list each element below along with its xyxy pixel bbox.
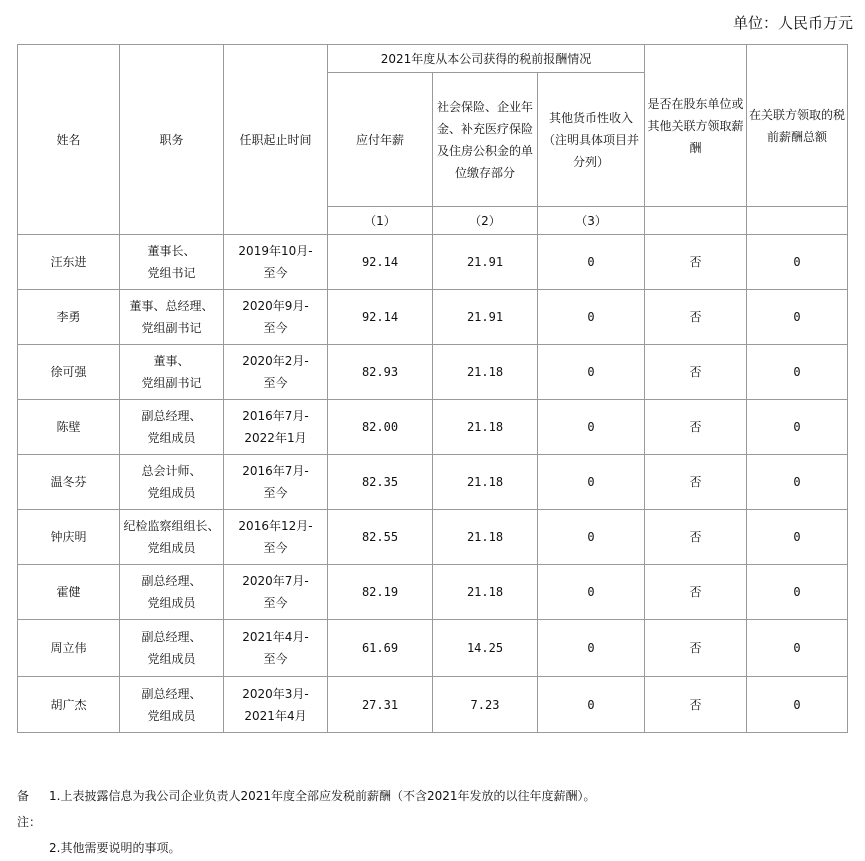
cell-term: 2020年7月- 至今 bbox=[224, 565, 328, 620]
cell-term: 2016年7月- 至今 bbox=[224, 455, 328, 510]
cell-salary: 82.35 bbox=[328, 455, 433, 510]
cell-other: 0 bbox=[538, 565, 645, 620]
cell-salary: 82.00 bbox=[328, 400, 433, 455]
cell-term: 2016年7月- 2022年1月 bbox=[224, 400, 328, 455]
cell-position: 副总经理、 党组成员 bbox=[120, 400, 224, 455]
cell-related-total: 0 bbox=[747, 345, 848, 400]
index-2: （2） bbox=[433, 207, 538, 235]
cell-related: 否 bbox=[645, 455, 747, 510]
cell-name: 钟庆明 bbox=[18, 510, 120, 565]
table-row bbox=[18, 455, 848, 510]
cell-term: 2016年12月- 至今 bbox=[224, 510, 328, 565]
header-other: 其他货币性收入 （注明具体项目并 分列） bbox=[538, 73, 645, 207]
cell-salary: 27.31 bbox=[328, 677, 433, 733]
cell-name: 徐可强 bbox=[18, 345, 120, 400]
cell-salary: 92.14 bbox=[328, 290, 433, 345]
index-empty-1 bbox=[645, 207, 747, 235]
cell-name: 汪东进 bbox=[18, 235, 120, 290]
table-row bbox=[18, 235, 848, 290]
index-3: （3） bbox=[538, 207, 645, 235]
note-line-2: 2.其他需要说明的事项。 bbox=[49, 841, 181, 855]
index-empty-2 bbox=[747, 207, 848, 235]
cell-related-total: 0 bbox=[747, 677, 848, 733]
table-row bbox=[18, 400, 848, 455]
cell-other: 0 bbox=[538, 677, 645, 733]
unit-label: 单位：人民币万元 bbox=[732, 14, 853, 32]
header-salary: 应付年薪 bbox=[328, 73, 433, 207]
cell-related-total: 0 bbox=[747, 565, 848, 620]
table-row bbox=[18, 510, 848, 565]
table-row bbox=[18, 345, 848, 400]
cell-related-total: 0 bbox=[747, 455, 848, 510]
cell-related: 否 bbox=[645, 510, 747, 565]
cell-related-total: 0 bbox=[747, 620, 848, 677]
cell-salary: 82.19 bbox=[328, 565, 433, 620]
header-position: 职务 bbox=[120, 45, 224, 235]
cell-social: 21.18 bbox=[433, 565, 538, 620]
note-line-1: 1.上表披露信息为我公司企业负责人2021年度全部应发税前薪酬（不含2021年发放的以往年度薪酬）。 bbox=[49, 789, 596, 803]
cell-name: 陈壁 bbox=[18, 400, 120, 455]
cell-position: 副总经理、 党组成员 bbox=[120, 620, 224, 677]
header-social: 社会保险、企业年 金、补充医疗保险 及住房公积金的单 位缴存部分 bbox=[433, 73, 538, 207]
cell-related: 否 bbox=[645, 677, 747, 733]
cell-position: 董事、总经理、 党组副书记 bbox=[120, 290, 224, 345]
cell-social: 14.25 bbox=[433, 620, 538, 677]
salary-table bbox=[17, 44, 848, 733]
cell-position: 董事长、 党组书记 bbox=[120, 235, 224, 290]
table-row bbox=[18, 677, 848, 733]
cell-position: 副总经理、 党组成员 bbox=[120, 565, 224, 620]
cell-term: 2020年9月- 至今 bbox=[224, 290, 328, 345]
cell-term: 2019年10月- 至今 bbox=[224, 235, 328, 290]
cell-other: 0 bbox=[538, 400, 645, 455]
cell-other: 0 bbox=[538, 345, 645, 400]
cell-other: 0 bbox=[538, 620, 645, 677]
header-name: 姓名 bbox=[18, 45, 120, 235]
cell-salary: 82.55 bbox=[328, 510, 433, 565]
table-row bbox=[18, 290, 848, 345]
cell-social: 21.18 bbox=[433, 510, 538, 565]
cell-social: 21.91 bbox=[433, 290, 538, 345]
cell-social: 21.91 bbox=[433, 235, 538, 290]
cell-term: 2020年2月- 至今 bbox=[224, 345, 328, 400]
notes bbox=[17, 783, 596, 861]
cell-term: 2020年3月- 2021年4月 bbox=[224, 677, 328, 733]
header-related: 是否在股东单位或 其他关联方领取薪 酬 bbox=[645, 45, 747, 207]
cell-salary: 82.93 bbox=[328, 345, 433, 400]
cell-other: 0 bbox=[538, 290, 645, 345]
header-term: 任职起止时间 bbox=[224, 45, 328, 235]
header-related-total: 在关联方领取的税 前薪酬总额 bbox=[747, 45, 848, 207]
cell-social: 21.18 bbox=[433, 400, 538, 455]
cell-social: 21.18 bbox=[433, 455, 538, 510]
notes-label: 备注： bbox=[17, 789, 42, 829]
cell-position: 董事、 党组副书记 bbox=[120, 345, 224, 400]
cell-related: 否 bbox=[645, 565, 747, 620]
cell-name: 李勇 bbox=[18, 290, 120, 345]
table-row bbox=[18, 565, 848, 620]
cell-name: 周立伟 bbox=[18, 620, 120, 677]
cell-salary: 61.69 bbox=[328, 620, 433, 677]
cell-position: 纪检监察组组长、 党组成员 bbox=[120, 510, 224, 565]
cell-related-total: 0 bbox=[747, 510, 848, 565]
cell-other: 0 bbox=[538, 455, 645, 510]
header-group: 2021年度从本公司获得的税前报酬情况 bbox=[328, 45, 645, 73]
cell-related: 否 bbox=[645, 400, 747, 455]
cell-salary: 92.14 bbox=[328, 235, 433, 290]
cell-position: 副总经理、 党组成员 bbox=[120, 677, 224, 733]
cell-related: 否 bbox=[645, 235, 747, 290]
cell-related-total: 0 bbox=[747, 400, 848, 455]
cell-social: 21.18 bbox=[433, 345, 538, 400]
index-1: （1） bbox=[328, 207, 433, 235]
cell-name: 胡广杰 bbox=[18, 677, 120, 733]
cell-name: 温冬芬 bbox=[18, 455, 120, 510]
cell-other: 0 bbox=[538, 235, 645, 290]
cell-position: 总会计师、 党组成员 bbox=[120, 455, 224, 510]
cell-related-total: 0 bbox=[747, 235, 848, 290]
cell-term: 2021年4月- 至今 bbox=[224, 620, 328, 677]
table-row bbox=[18, 620, 848, 677]
cell-related: 否 bbox=[645, 290, 747, 345]
cell-related: 否 bbox=[645, 620, 747, 677]
cell-social: 7.23 bbox=[433, 677, 538, 733]
cell-related: 否 bbox=[645, 345, 747, 400]
cell-other: 0 bbox=[538, 510, 645, 565]
cell-name: 霍健 bbox=[18, 565, 120, 620]
cell-related-total: 0 bbox=[747, 290, 848, 345]
